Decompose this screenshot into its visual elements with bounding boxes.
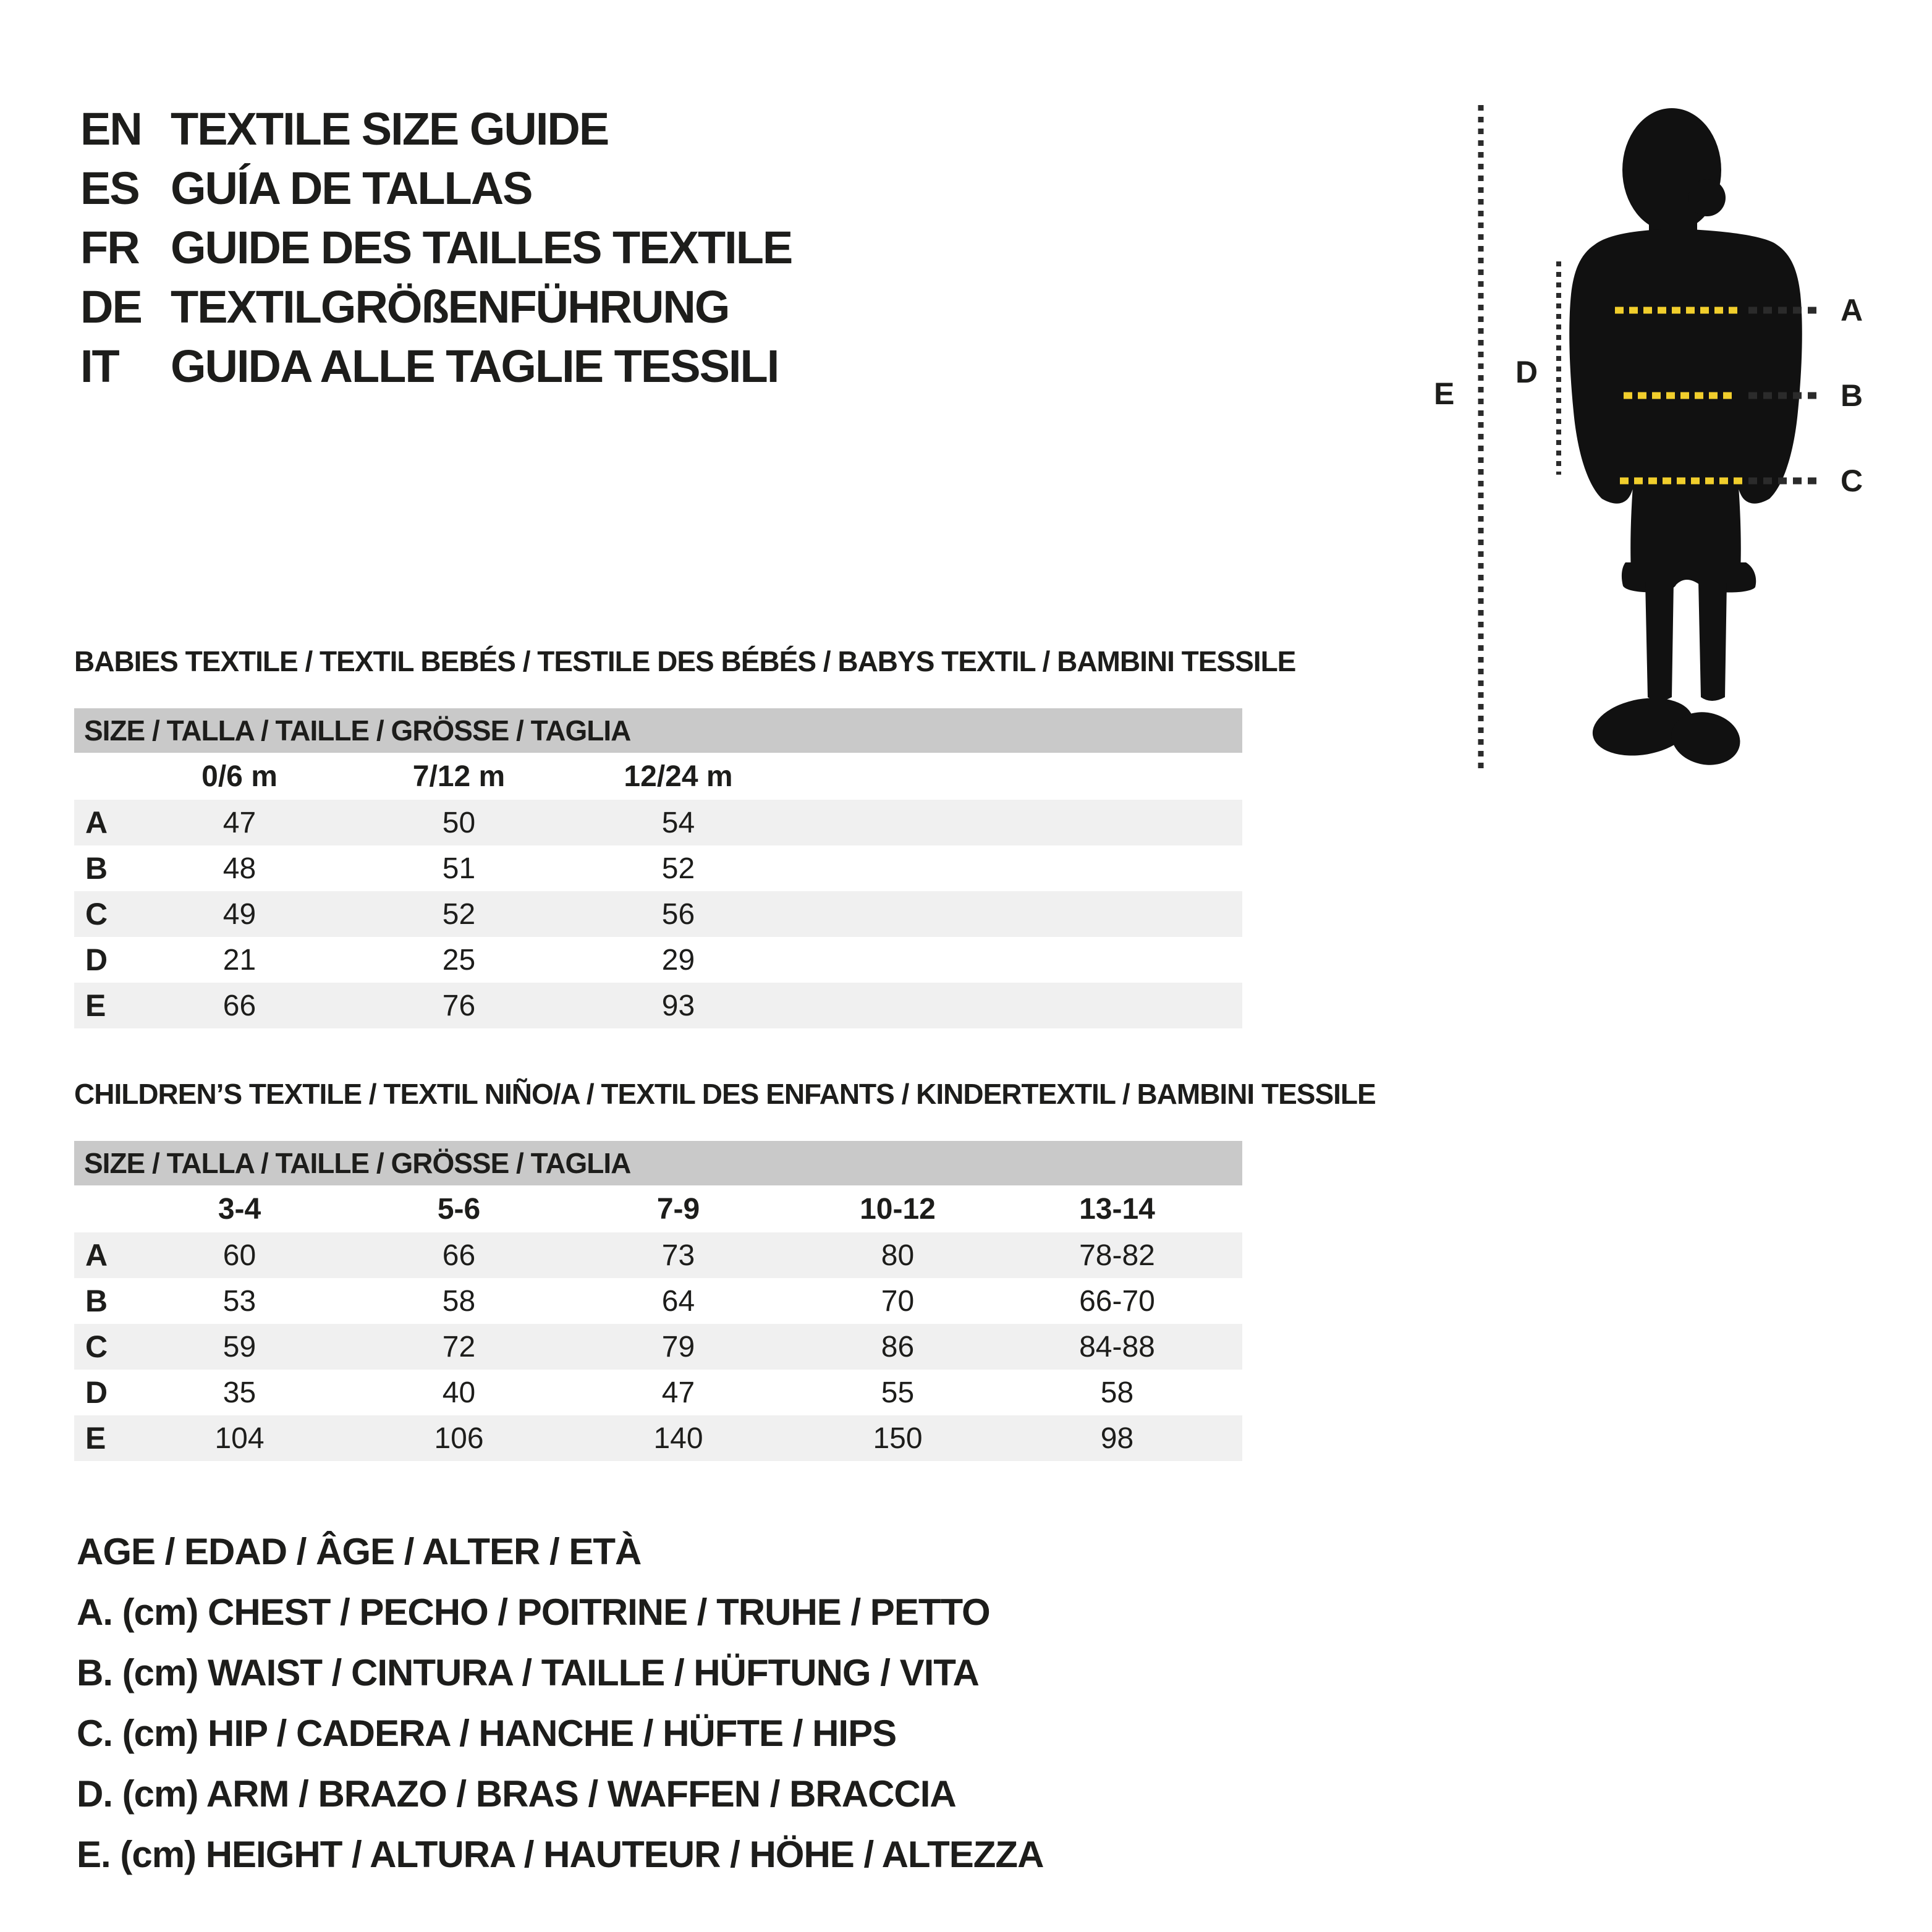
table-cell: 47 — [222, 806, 256, 839]
measurement-legend — [77, 1522, 1043, 1885]
children-col-header: 7-9 — [656, 1192, 700, 1226]
language-title-block — [80, 104, 792, 400]
legend-height-line: E. (cm) HEIGHT / ALTURA / HAUTEUR / HÖHE / ALTEZZA — [77, 1834, 1044, 1875]
children-column-header-row — [74, 1185, 1242, 1232]
lang-title-en: TEXTILE SIZE GUIDE — [171, 103, 609, 155]
table-row — [74, 1232, 1242, 1278]
table-cell: 29 — [661, 943, 695, 977]
table-cell: 73 — [661, 1239, 695, 1272]
children-col-header: 13-14 — [1079, 1192, 1155, 1226]
table-cell: 66 — [442, 1239, 476, 1272]
row-label: A — [85, 1238, 108, 1273]
table-cell: 25 — [442, 943, 476, 977]
arm-label: D — [1515, 355, 1538, 389]
table-cell: 52 — [661, 852, 695, 885]
children-section-title: CHILDREN’S TEXTILE / TEXTIL NIÑO/A / TEXTIL DES ENFANTS / KINDERTEXTIL / BAMBINI TESSILE — [74, 1078, 1376, 1110]
row-label: A — [85, 805, 108, 840]
row-label: C — [85, 1329, 108, 1364]
table-cell: 50 — [442, 806, 476, 839]
table-cell: 54 — [661, 806, 695, 839]
table-cell: 72 — [442, 1330, 476, 1363]
row-label: D — [85, 1375, 108, 1410]
lang-row-it — [80, 341, 792, 400]
lang-code-de: DE — [80, 281, 142, 333]
legend-hip-line: C. (cm) HIP / CADERA / HANCHE / HÜFTE / HIPS — [77, 1713, 897, 1754]
table-cell: 66 — [222, 989, 256, 1022]
children-col-header: 10-12 — [860, 1192, 936, 1226]
table-cell: 80 — [881, 1239, 915, 1272]
lang-title-fr: GUIDE DES TAILLES TEXTILE — [171, 222, 792, 273]
table-cell: 79 — [661, 1330, 695, 1363]
row-label: E — [85, 988, 106, 1023]
babies-col-header: 12/24 m — [624, 760, 733, 793]
legend-arm-line: D. (cm) ARM / BRAZO / BRAS / WAFFEN / BRACCIA — [77, 1773, 956, 1815]
table-cell: 58 — [442, 1284, 476, 1318]
lang-title-de: TEXTILGRÖßENFÜHRUNG — [171, 281, 729, 333]
lang-row-de — [80, 282, 792, 341]
table-cell: 86 — [881, 1330, 915, 1363]
lang-row-en — [80, 104, 792, 163]
children-size-header-text: SIZE / TALLA / TAILLE / GRÖSSE / TAGLIA — [84, 1147, 631, 1179]
table-cell: 66-70 — [1079, 1284, 1155, 1318]
lang-code-fr: FR — [80, 222, 139, 273]
children-size-header-bar — [74, 1141, 1242, 1185]
table-cell: 60 — [222, 1239, 256, 1272]
babies-col-header: 0/6 m — [201, 760, 278, 793]
height-label: E — [1434, 376, 1455, 411]
legend-chest-line: A. (cm) CHEST / PECHO / POITRINE / TRUHE / PETTO — [77, 1591, 990, 1633]
table-cell: 76 — [442, 989, 476, 1022]
row-label: B — [85, 1284, 108, 1318]
table-cell: 47 — [661, 1376, 695, 1409]
row-label: E — [85, 1421, 106, 1455]
table-cell: 84-88 — [1079, 1330, 1155, 1363]
table-row — [74, 1415, 1242, 1461]
table-row — [74, 1324, 1242, 1370]
table-cell: 93 — [661, 989, 695, 1022]
table-cell: 78-82 — [1079, 1239, 1155, 1272]
babies-size-header-bar — [74, 708, 1242, 753]
legend-waist-line: B. (cm) WAIST / CINTURA / TAILLE / HÜFTUNG / VITA — [77, 1652, 979, 1693]
hip-label: C — [1841, 464, 1863, 498]
lang-code-it: IT — [80, 341, 119, 392]
lang-row-es — [80, 163, 792, 222]
table-cell: 56 — [661, 897, 695, 931]
row-label: D — [85, 943, 108, 977]
lang-code-es: ES — [80, 163, 139, 214]
table-row — [74, 1278, 1242, 1324]
child-silhouette-icon — [1569, 108, 1802, 771]
babies-section-title: BABIES TEXTILE / TEXTIL BEBÉS / TESTILE DES BÉBÉS / BABYS TEXTIL / BAMBINI TESSILE — [74, 645, 1296, 677]
table-cell: 104 — [214, 1421, 265, 1455]
table-cell: 106 — [434, 1421, 484, 1455]
table-row — [74, 800, 1242, 845]
babies-col-header: 7/12 m — [412, 760, 506, 793]
table-row — [74, 845, 1242, 891]
table-cell: 49 — [222, 897, 256, 931]
table-row — [74, 937, 1242, 983]
table-cell: 40 — [442, 1376, 476, 1409]
lang-title-es: GUÍA DE TALLAS — [171, 163, 532, 214]
table-cell: 52 — [442, 897, 476, 931]
table-cell: 21 — [222, 943, 256, 977]
row-label: C — [85, 897, 108, 931]
table-cell: 59 — [222, 1330, 256, 1363]
table-cell: 150 — [873, 1421, 923, 1455]
table-row — [74, 983, 1242, 1028]
children-textile-section — [74, 1075, 1376, 1461]
lang-row-fr — [80, 222, 792, 282]
lang-code-en: EN — [80, 103, 142, 155]
table-cell: 35 — [222, 1376, 256, 1409]
babies-size-header-text: SIZE / TALLA / TAILLE / GRÖSSE / TAGLIA — [84, 714, 631, 747]
babies-textile-section — [74, 643, 1296, 1028]
babies-column-header-row — [74, 753, 1242, 800]
table-cell: 51 — [442, 852, 476, 885]
table-cell: 140 — [653, 1421, 703, 1455]
table-row — [74, 891, 1242, 937]
lang-title-it: GUIDA ALLE TAGLIE TESSILI — [171, 341, 779, 392]
chest-label: A — [1841, 293, 1863, 328]
table-cell: 58 — [1100, 1376, 1134, 1409]
children-col-header: 3-4 — [218, 1192, 261, 1226]
table-cell: 98 — [1100, 1421, 1134, 1455]
measurement-diagram — [1409, 74, 1932, 816]
table-cell: 64 — [661, 1284, 695, 1318]
table-cell: 55 — [881, 1376, 915, 1409]
children-col-header: 5-6 — [437, 1192, 481, 1226]
legend-age-line: AGE / EDAD / ÂGE / ALTER / ETÀ — [77, 1531, 642, 1572]
table-cell: 70 — [881, 1284, 915, 1318]
table-cell: 53 — [222, 1284, 256, 1318]
row-label: B — [85, 851, 108, 886]
table-row — [74, 1370, 1242, 1415]
table-cell: 48 — [222, 852, 256, 885]
waist-label: B — [1841, 378, 1863, 413]
